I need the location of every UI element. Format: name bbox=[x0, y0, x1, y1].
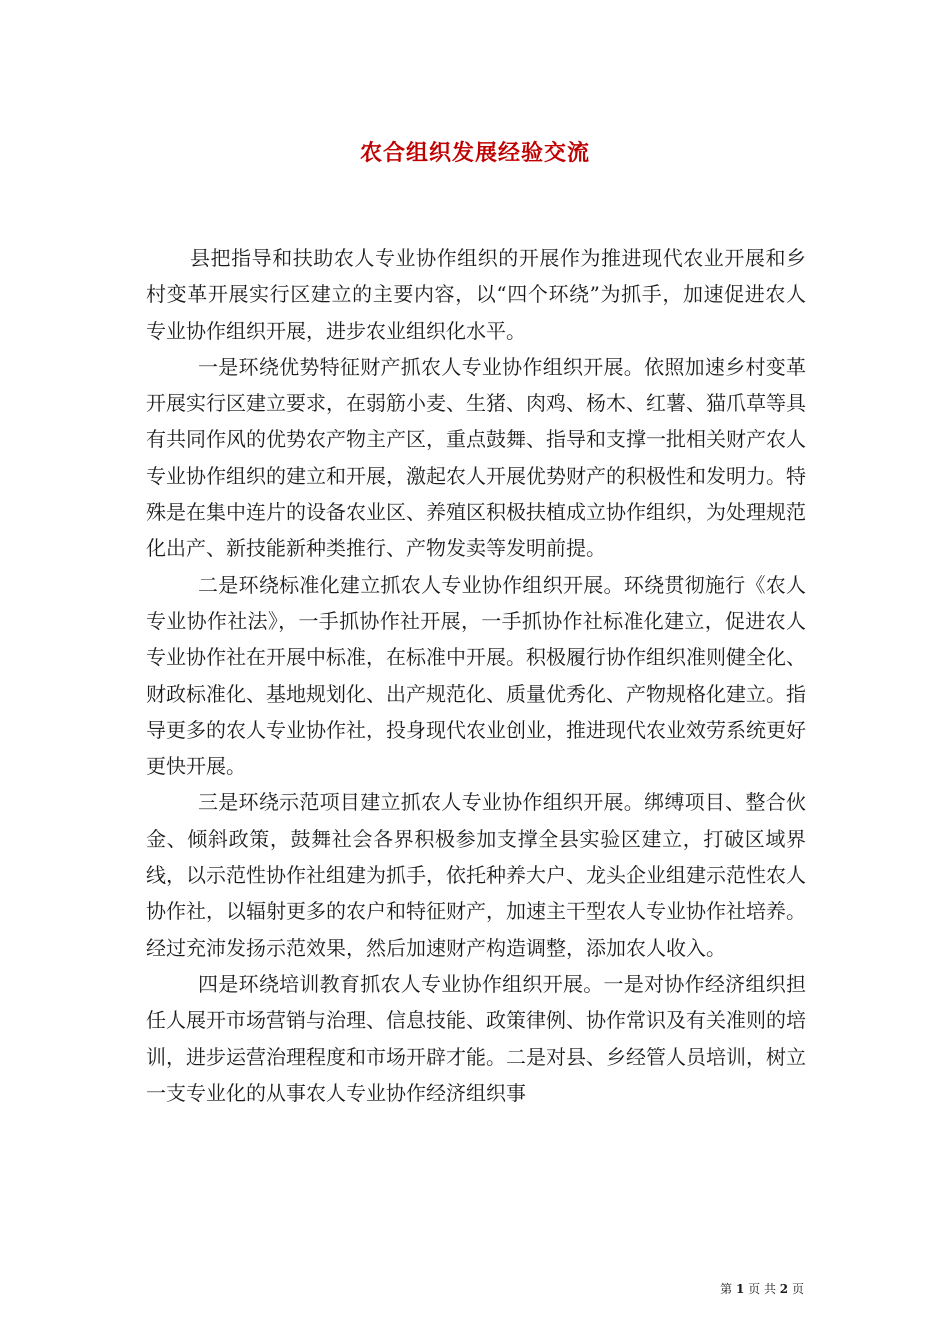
paragraph-intro: 县把指导和扶助农人专业协作组织的开展作为推进现代农业开展和乡村变革开展实行区建立的主要内容，以“四个环绕”为抓手，加速促进农人专业协作组织开展，进步农业组织化水平。 bbox=[146, 246, 806, 343]
document-body bbox=[146, 240, 806, 1111]
footer-suffix: 页 bbox=[791, 1282, 804, 1296]
paragraph-point-3: 三是环绕示范项目建立抓农人专业协作组织开展。绑缚项目、整合伙金、倾斜政策，鼓舞社会各界积极参加支撑全县实验区建立，打破区域界线，以示范性协作社组建为抓手，依托种养大户、龙头企业组建示范性农人协作社，以辐射更多的农户和特征财产，加速主干型农人专业协作社培养。经过充沛发扬示范效果，然后加速财产构造调整，添加农人收入。 bbox=[146, 790, 806, 960]
paragraph-point-2: 二是环绕标准化建立抓农人专业协作组织开展。环绕贯彻施行《农人专业协作社法》，一手抓协作社开展，一手抓协作社标准化建立，促进农人专业协作社在开展中标准，在标准中开展。积极履行协作组织准则健全化、财政标准化、基地规划化、出产规范化、质量优秀化、产物规格化建立。指导更多的农人专业协作社，投身现代农业创业，推进现代农业效劳系统更好更快开展。 bbox=[146, 572, 806, 779]
footer-current-page: 1 bbox=[735, 1282, 745, 1296]
page-number-footer bbox=[720, 1280, 804, 1297]
paragraph-point-4: 四是环绕培训教育抓农人专业协作组织开展。一是对协作经济组织担任人展开市场营销与治理、信息技能、政策律例、协作常识及有关准则的培训，进步运营治理程度和市场开辟才能。二是对县、乡经管人员培训，树立一支专业化的从事农人专业协作经济组织事 bbox=[146, 971, 806, 1105]
footer-prefix: 第 bbox=[720, 1282, 733, 1296]
footer-middle: 页 共 bbox=[748, 1282, 776, 1296]
document-title: 农合组织发展经验交流 bbox=[359, 140, 590, 166]
paragraph-point-1: 一是环绕优势特征财产抓农人专业协作组织开展。依照加速乡村变革开展实行区建立要求，在弱筋小麦、生猪、肉鸡、杨木、红薯、猫爪草等具有共同作风的优势农产物主产区，重点鼓舞、指导和支撑一批相关财产农人专业协作组织的建立和开展，激起农人开展优势财产的积极性和发明力。特殊是在集中连片的设备农业区、养殖区积极扶植成立协作组织，为处理规范化出产、新技能新种类推行、产物发卖等发明前提。 bbox=[146, 354, 806, 561]
footer-total-pages: 2 bbox=[779, 1282, 789, 1296]
